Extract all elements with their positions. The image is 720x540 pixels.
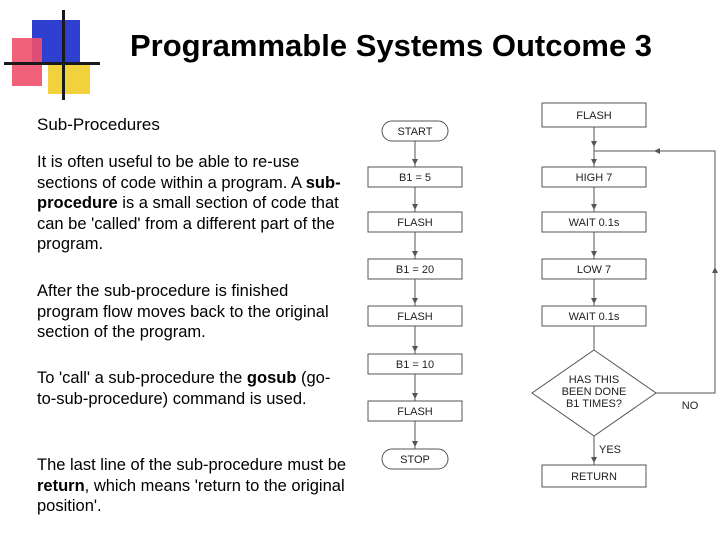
sub-step-1-label: HIGH 7 [575,172,613,184]
decision-line-2: BEEN DONE [561,386,627,398]
section-heading: Sub-Procedures [37,115,160,134]
decision-line-1: HAS THIS [568,374,620,386]
decision-line-3: B1 TIMES? [565,398,623,410]
paragraph-return [37,455,347,517]
paragraph-gosub [37,368,347,409]
main-step-6-label: FLASH [397,406,433,418]
logo-horizontal-line [4,62,100,65]
sub-header-label: FLASH [576,110,612,122]
return-label: RETURN [571,471,617,483]
p1-text-b: is a small section of code that can be 'called' from a different part of the program. [37,194,339,253]
paragraph-flow: After the sub-procedure is finished program flow moves back to the original section of the program. [37,282,329,341]
p1-text-a: It is often useful to be able to re-use sections of code within a program. A [37,153,306,192]
p3-bold-term: gosub [246,369,297,387]
sub-step-4-label: WAIT 0.1s [568,311,620,323]
main-step-5-label: B1 = 10 [395,359,435,371]
p1-bold-term: sub-procedure [37,173,341,212]
p4-text-a: The last line of the sub-procedure must be [37,456,347,474]
no-label: NO [681,400,699,412]
main-step-1-label: B1 = 5 [398,172,432,184]
flowchart [360,95,720,525]
yes-label: YES [598,444,622,456]
main-step-2-label: FLASH [397,217,433,229]
p3-text-b: (go-to-sub-procedure) command is used. [37,369,331,408]
main-step-4-label: FLASH [397,311,433,323]
slide-title: Programmable Systems Outcome 3 [130,28,653,63]
subprocedure-flowchart [532,103,715,487]
p4-text-b: , which means 'return to the original position'. [37,476,345,515]
sub-step-3-label: LOW 7 [576,264,612,276]
logo-yellow-square [48,62,90,94]
p4-bold-term: return [37,476,85,495]
main-step-3-label: B1 = 20 [395,264,435,276]
start-label: START [397,126,433,138]
decorative-logo [0,0,100,100]
sub-step-2-label: WAIT 0.1s [568,217,620,229]
p3-text-a: To 'call' a sub-procedure the [37,369,247,387]
logo-vertical-line [62,10,65,100]
paragraph-intro [37,152,347,255]
stop-label: STOP [400,454,430,466]
